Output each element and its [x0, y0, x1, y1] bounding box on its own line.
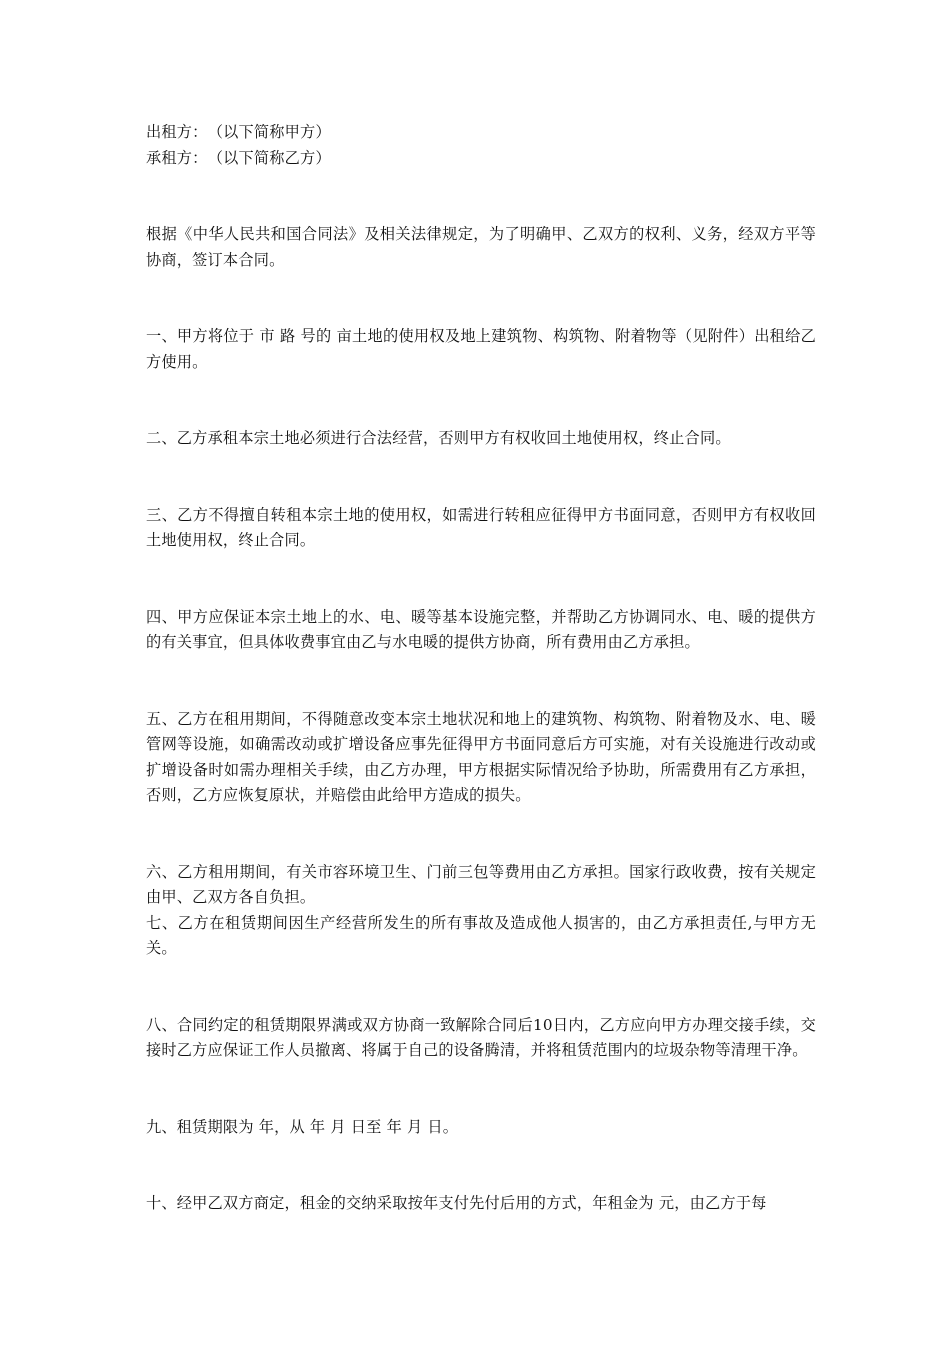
clause-9: 九、租赁期限为 年，从 年 月 日至 年 月 日。 [146, 1117, 459, 1136]
clause-3: 三、乙方不得擅自转租本宗土地的使用权，如需进行转租应征得甲方书面同意，否则甲方有权收回土地使用权，终止合同。 [146, 505, 816, 549]
lessee-line: 承租方： （以下简称乙方） [146, 148, 331, 167]
preamble-paragraph: 根据《中华人民共和国合同法》及相关法律规定，为了明确甲、乙双方的权利、义务，经双方平等协商，签订本合同。 [146, 225, 816, 269]
clause-10: 十、经甲乙双方商定，租金的交纳采取按年支付先付后用的方式，年租金为 元，由乙方于每 [146, 1194, 767, 1212]
clause-2: 二、乙方承租本宗土地必须进行合法经营，否则甲方有权收回土地使用权，终止合同。 [146, 429, 731, 447]
clause-4: 四、甲方应保证本宗土地上的水、电、暖等基本设施完整，并帮助乙方协调同水、电、暖的提供方的有关事宜，但具体收费事宜由乙与水电暖的提供方协商，所有费用由乙方承担。 [146, 607, 816, 651]
clause-6: 六、乙方租用期间，有关市容环境卫生、门前三包等费用由乙方承担。国家行政收费，按有关规定由甲、乙双方各自负担。 [146, 862, 816, 906]
lessor-line: 出租方： （以下简称甲方） [146, 123, 331, 141]
clause-5: 五、乙方在租用期间，不得随意改变本宗土地状况和地上的建筑物、构筑物、附着物及水、电、暖管网等设施，如确需改动或扩增设备应事先征得甲方书面同意后方可实施，对有关设施进行改动或扩增设备时如需办理相关手续，由乙方办理，甲方根据实际情况给予协助，所需费用有乙方承担，否则，乙方应恢复原状，并赔偿由此给甲方造成的损失。 [146, 709, 816, 804]
contract-body [146, 120, 816, 1217]
clause-7: 七、乙方在租赁期间因生产经营所发生的所有事故及造成他人损害的，由乙方承担责任,与甲方无关。 [146, 913, 816, 957]
clause-1: 一、甲方将位于 市 路 号的 亩土地的使用权及地上建筑物、构筑物、附着物等（见附件）出租给乙方使用。 [146, 327, 816, 371]
clause-8: 八、合同约定的租赁期限界满或双方协商一致解除合同后10日内，乙方应向甲方办理交接手续，交接时乙方应保证工作人员撤离、将属于自己的设备腾清，并将租赁范围内的垃圾杂物等清理干净。 [146, 1015, 816, 1059]
